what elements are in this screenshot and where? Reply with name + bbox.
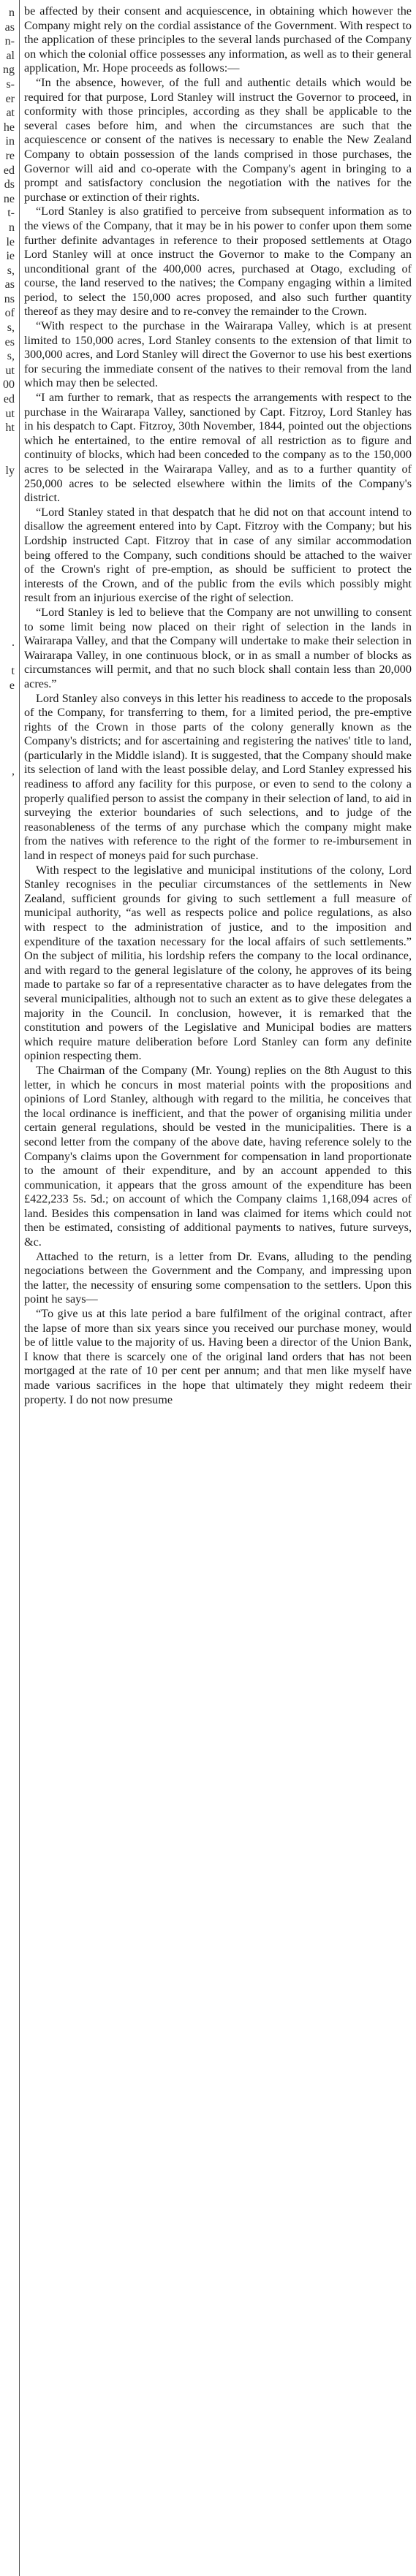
left-fragment: [0, 449, 16, 464]
left-fragment: n: [9, 7, 15, 19]
article-paragraph: “I am further to remark, that as respects the arrangements with respect to the purchase in the Wairarapa Valley, sanctioned by Capt. Fitzroy, Lord Stanley has in his despatch to Capt. Fitzroy, 30th November, 1844, pointed out the objections which he entertained, to the entire removal of all restriction as to figure and continuity of blocks, which had been conceded to the company as to the 150,000 acres to be selected in the Wairarapa Valley, and as to a further quantity of 250,000 acres to be selected elsewhere within the limits of the Company's district.: [24, 391, 412, 505]
left-fragment: ,: [12, 765, 15, 778]
article-paragraph: “Lord Stanley is also gratified to perceive from subsequent information as to the views of the Company, that it may be in his power to confer upon them some further definite advantages in reference to their proposed settlements at Otago Lord Stanley will at once instruct the Governor to make to the Company an unconditional grant of the 400,000 acres, purchased at Otago, excluding of course, the land reserved to the natives; the Company engaging within a limited period, to select the 150,000 acres proposed, and also such further quantity thereof as they may desire and to re-convey the remainder to the Crown.: [24, 205, 412, 319]
left-fragment: ne: [3, 192, 15, 205]
left-fragment: [0, 622, 16, 636]
left-fragment: n: [9, 221, 15, 234]
left-fragment: as: [4, 278, 15, 291]
left-fragment: ly: [5, 465, 15, 477]
article-paragraph: Lord Stanley also conveys in this letter his readiness to accede to the proposals of the Company, for transferring to them, for a limited period, the pre-emptive rights of the Crown in those parts of the colony generally known as the Company's districts; and for ascertaining and registering the natives' title to land, (particularly in the Middle island). It is suggested, that the Company should make its selection of land with the least possible delay, and Lord Stanley expressed his readiness to afford any facility for this purpose, or even to send to the colony a properly qualified person to assist the company in their selection of land, to aid in surveying the exterior boundaries of such selections, and to judge of the reasonableness of the terms of any purchase which the company might make from the natives with reference to the right of the former to re-imbursement in land in respect of moneys paid for such purchase.: [24, 691, 412, 863]
left-fragment: [0, 564, 16, 579]
left-fragment: at: [6, 107, 15, 120]
left-fragment: [0, 736, 16, 750]
left-fragment: s,: [7, 321, 15, 335]
left-fragment: 00: [3, 378, 15, 392]
left-fragment: es: [4, 335, 15, 348]
left-fragment: ed: [3, 393, 15, 406]
left-fragment: [0, 707, 16, 722]
article-paragraph: The Chairman of the Company (Mr. Young) replies on the 8th August to this letter, in which he concurs in most material points with the propositions and opinions of Lord Stanley, although with regard to the militia, he conceives that the local ordinance is inefficient, and that the power of organising militia under certain general regulations, should be vested in the municipalities. There is a second letter from the company of the above date, having reference solely to the Company's claims upon the Government for compensation in land proportionate to the amount of their expenditure, and by an account appended to this communication, it appears that the gross amount of the expenditure has been £422,233 5s. 5d.; on account of which the Company claims 1,168,094 acres of land. Besides this compensation in land was claimed for items which could not then be estimated, consisting of additional payments to natives, future surveys, &c.: [24, 1063, 412, 1249]
left-fragment: [0, 592, 16, 607]
left-fragment: s,: [7, 350, 15, 363]
left-fragment: [0, 479, 16, 493]
article-paragraph: Attached to the return, is a letter from Dr. Evans, alluding to the pending negociations between the Government and the Company, and impressing upon the latter, the necessity of ensuring some compensation to the settlers. Upon this point he says—: [24, 1249, 412, 1306]
left-fragment: [0, 507, 16, 522]
left-fragment: t: [11, 665, 15, 678]
left-fragment: [0, 722, 16, 736]
left-fragment: n-: [4, 35, 15, 48]
left-fragment: [0, 650, 16, 665]
article-paragraph: “To give us at this late period a bare fulfilment of the original contract, after the lapse of more than six years since you received our purchase money, would be of little value to the majority of us. Having been a director of the Union Bank, I know that there is scarcely one of the original land orders that has not been mortgaged at the rate of 10 per cent per annum; and that men like myself have made various sacrifices in the hope that ultimately they might redeem their property. I do not now presume: [24, 1307, 412, 1406]
left-fragment: al: [6, 49, 15, 62]
left-fragment: as: [4, 20, 15, 34]
left-fragment: ht: [5, 422, 15, 435]
left-fragment: [0, 750, 16, 765]
column-rule: [19, 0, 20, 2576]
left-fragment: [0, 492, 16, 507]
article-paragraph: “In the absence, however, of the full and authentic details which would be required for that purpose, Lord Stanley will instruct the Governor to proceed, in conformity with those principles, according as they shall be applicable to the several cases before him, and when the circumstances are such that the acquiescence or consent of the natives is necessary to enable the New Zealand Company to obtain possession of the lands comprised in those purchases, the Governor will aid and co-operate with the Company's agent in bringing to a prompt and satisfactory conclusion the negotiation with the natives for the purchase or extinction of their rights.: [24, 75, 412, 204]
article-paragraph: “With respect to the purchase in the Wairarapa Valley, which is at present limited to 150,000 acres, Lord Stanley consents to the extension of that limit to 300,000 acres, and Lord Stanley will direct the Governor to use his best exertions for securing the immediate consent of the natives to their removal from the land which may then be selected.: [24, 319, 412, 390]
article-column: [24, 4, 412, 1407]
left-fragment: [0, 536, 16, 550]
left-fragment: ds: [4, 178, 15, 191]
left-fragment: ut: [5, 364, 15, 377]
left-fragment: ed: [3, 164, 15, 177]
cropped-left-column: [0, 6, 16, 793]
left-fragment: of: [4, 307, 15, 320]
left-fragment: ns: [4, 292, 15, 305]
left-fragment: [0, 693, 16, 708]
left-fragment: he: [3, 121, 15, 134]
left-fragment: e: [9, 679, 15, 692]
left-fragment: er: [5, 92, 15, 105]
left-fragment: .: [12, 636, 15, 649]
left-fragment: [0, 607, 16, 622]
left-fragment: [0, 435, 16, 450]
left-fragment: t-: [7, 207, 15, 220]
article-paragraph: be affected by their consent and acquiescence, in obtaining which however the Company might rely on the cordial assistance of the Government. With respect to the application of these principles to the several lands purchased of the Company on which the colonial office possesses any information, as well as to their general application, Mr. Hope proceeds as follows:—: [24, 4, 412, 75]
article-paragraph: With respect to the legislative and municipal institutions of the colony, Lord Stanley recognises in the peculiar circumstances of the settlements in New Zealand, sufficient grounds for giving to such settlement a full measure of municipal authority, “as well as respects police and police regulations, as also with respect to the administration of justice, and to the imposition and expenditure of the taxation necessary for the local affairs of such settlements.” On the subject of militia, his lordship refers the company to the local ordinance, and with regard to the general legislature of the colony, he approves of its being made to partake so far of a representative character as to have delegates from the several municipalities, although not to such an extent as to give these delegates a majority in the Council. In conclusion, however, it is remarked that the constitution and powers of the Legislative and Municipal bodies are matters which require mature deliberation before Lord Stanley can form any definite opinion respecting them.: [24, 863, 412, 1063]
left-fragment: ng: [3, 64, 15, 77]
left-fragment: in: [5, 135, 15, 148]
article-paragraph: “Lord Stanley stated in that despatch that he did not on that account intend to disallow the agreement entered into by Capt. Fitzroy with the Company; but his Lordship instructed Capt. Fitzroy that in case of any similar accommodation being offered to the Company, such conditions should be attached to the waiver of the Crown's right of pre-emption, as should be sufficient to protect the interests of the Crown, and of the public from the evils which possibly might result from an injurious exercise of the right of selection.: [24, 505, 412, 605]
left-fragment: [0, 779, 16, 793]
left-fragment: re: [5, 149, 15, 162]
left-fragment: s-: [6, 77, 15, 91]
left-fragment: [0, 579, 16, 593]
left-fragment: [0, 550, 16, 565]
left-fragment: s,: [7, 264, 15, 277]
left-fragment: [0, 521, 16, 536]
left-fragment: ie: [6, 250, 15, 263]
left-fragment: ut: [5, 407, 15, 420]
article-paragraph: “Lord Stanley is led to believe that the Company are not unwilling to consent to some limit being now placed on their right of selection in the lands in Wairarapa Valley, and that the Company will undertake to make their selection in Wairarapa Valley, in one continuous block, or in as small a number of blocks as circumstances will permit, and that no such block shall contain less than 20,000 acres.”: [24, 605, 412, 690]
left-fragment: le: [6, 235, 15, 248]
